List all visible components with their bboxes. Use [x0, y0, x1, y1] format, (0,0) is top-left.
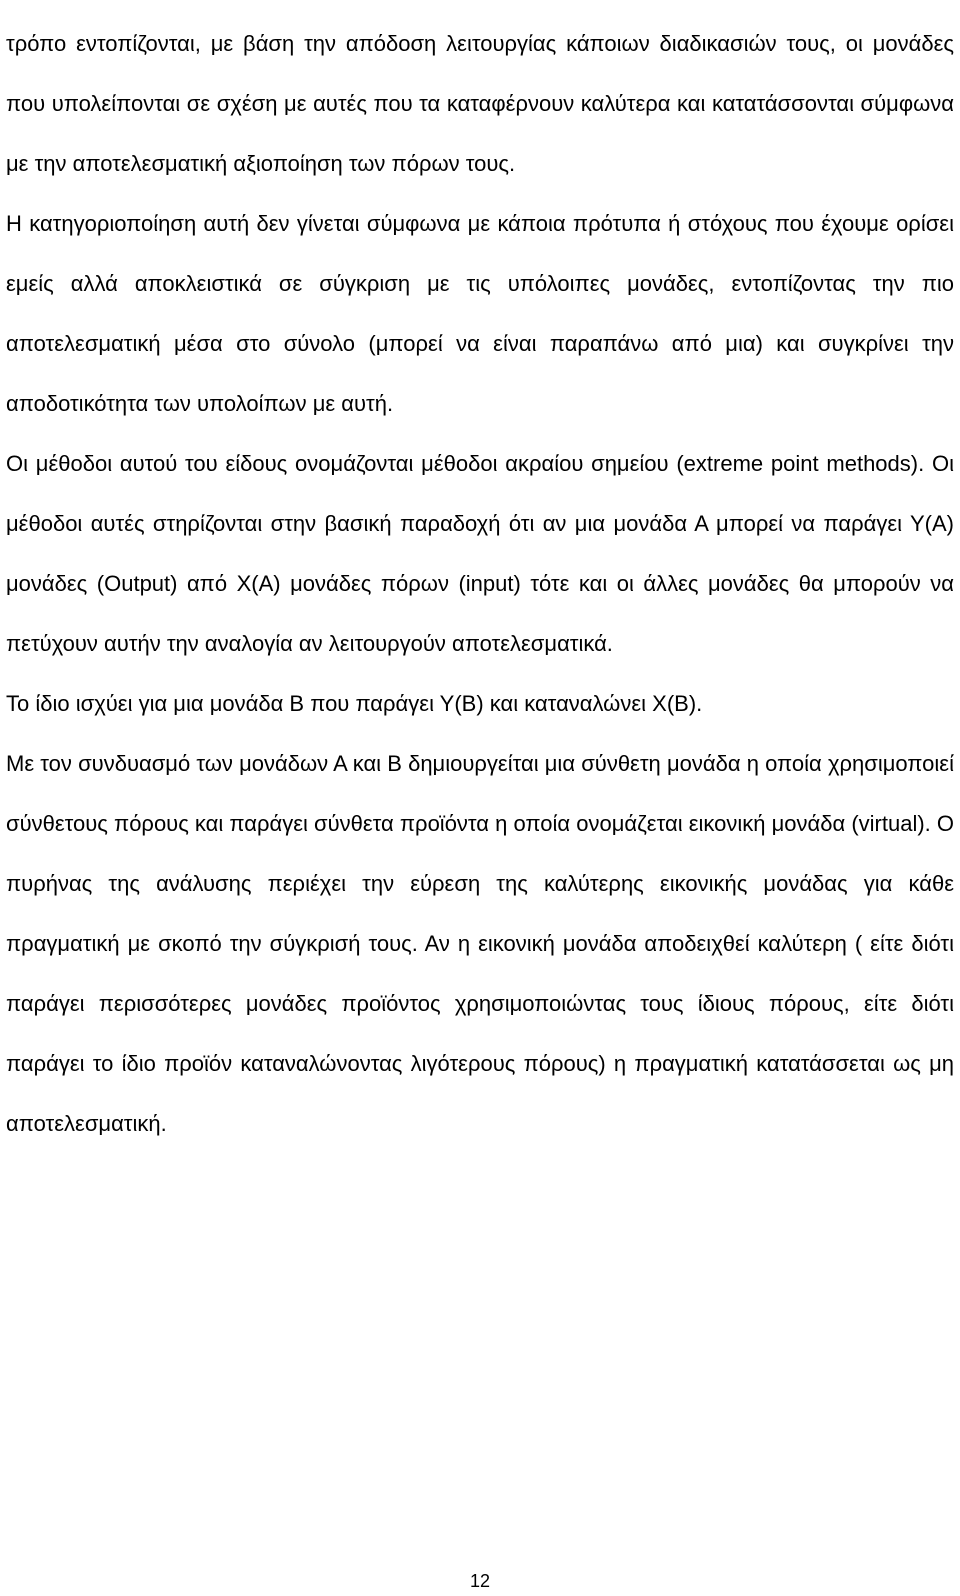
paragraph-1: τρόπο εντοπίζονται, με βάση την απόδοση λειτουργίας κάποιων διαδικασιών τους, οι μονάδες που υπολείπονται σε σχέση με αυτές που τα καταφέρνουν καλύτερα και κατατάσσονται σύμφωνα με την αποτελεσματική αξιοποίηση των πόρων τους.: [6, 31, 954, 176]
document-page: [6, 0, 954, 1154]
page-number: 12: [469, 1571, 491, 1591]
paragraph-4: Το ίδιο ισχύει για μια μονάδα Β που παράγει Υ(Β) και καταναλώνει Χ(Β).: [6, 691, 703, 716]
paragraph-3: Οι μέθοδοι αυτού του είδους ονομάζονται μέθοδοι ακραίου σημείου (extreme point methods). Οι μέθοδοι αυτές στηρίζονται στην βασική παραδοχή ότι αν μια μονάδα Α μπορεί να παράγει Υ(Α) μονάδες (Output) από Χ(Α) μονάδες πόρων (input) τότε και οι άλλες μονάδες θα μπορούν να πετύχουν αυτήν την αναλογία αν λειτουργούν αποτελεσματικά.: [6, 451, 954, 656]
paragraph-5: Με τον συνδυασμό των μονάδων Α και Β δημιουργείται μια σύνθετη μονάδα η οποία χρησιμοποιεί σύνθετους πόρους και παράγει σύνθετα προϊόντα η οποία ονομάζεται εικονική μονάδα (virtual). Ο πυρήνας της ανάλυσης περιέχει την εύρεση της καλύτερης εικονικής μονάδας για κάθε πραγματική με σκοπό την σύγκρισή τους. Αν η εικονική μονάδα αποδειχθεί καλύτερη ( είτε διότι παράγει περισσότερες μονάδες προϊόντος χρησιμοποιώντας τους ίδιους πόρους, είτε διότι παράγει το ίδιο προϊόν καταναλώνοντας λιγότερους πόρους) η πραγματική κατατάσσεται ως μη αποτελεσματική.: [6, 751, 954, 1136]
paragraph-2: Η κατηγοριοποίηση αυτή δεν γίνεται σύμφωνα με κάποια πρότυπα ή στόχους που έχουμε ορίσει εμείς αλλά αποκλειστικά σε σύγκριση με τις υπόλοιπες μονάδες, εντοπίζοντας την πιο αποτελεσματική μέσα στο σύνολο (μπορεί να είναι παραπάνω από μια) και συγκρίνει την αποδοτικότητα των υπολοίπων με αυτή.: [6, 211, 954, 416]
